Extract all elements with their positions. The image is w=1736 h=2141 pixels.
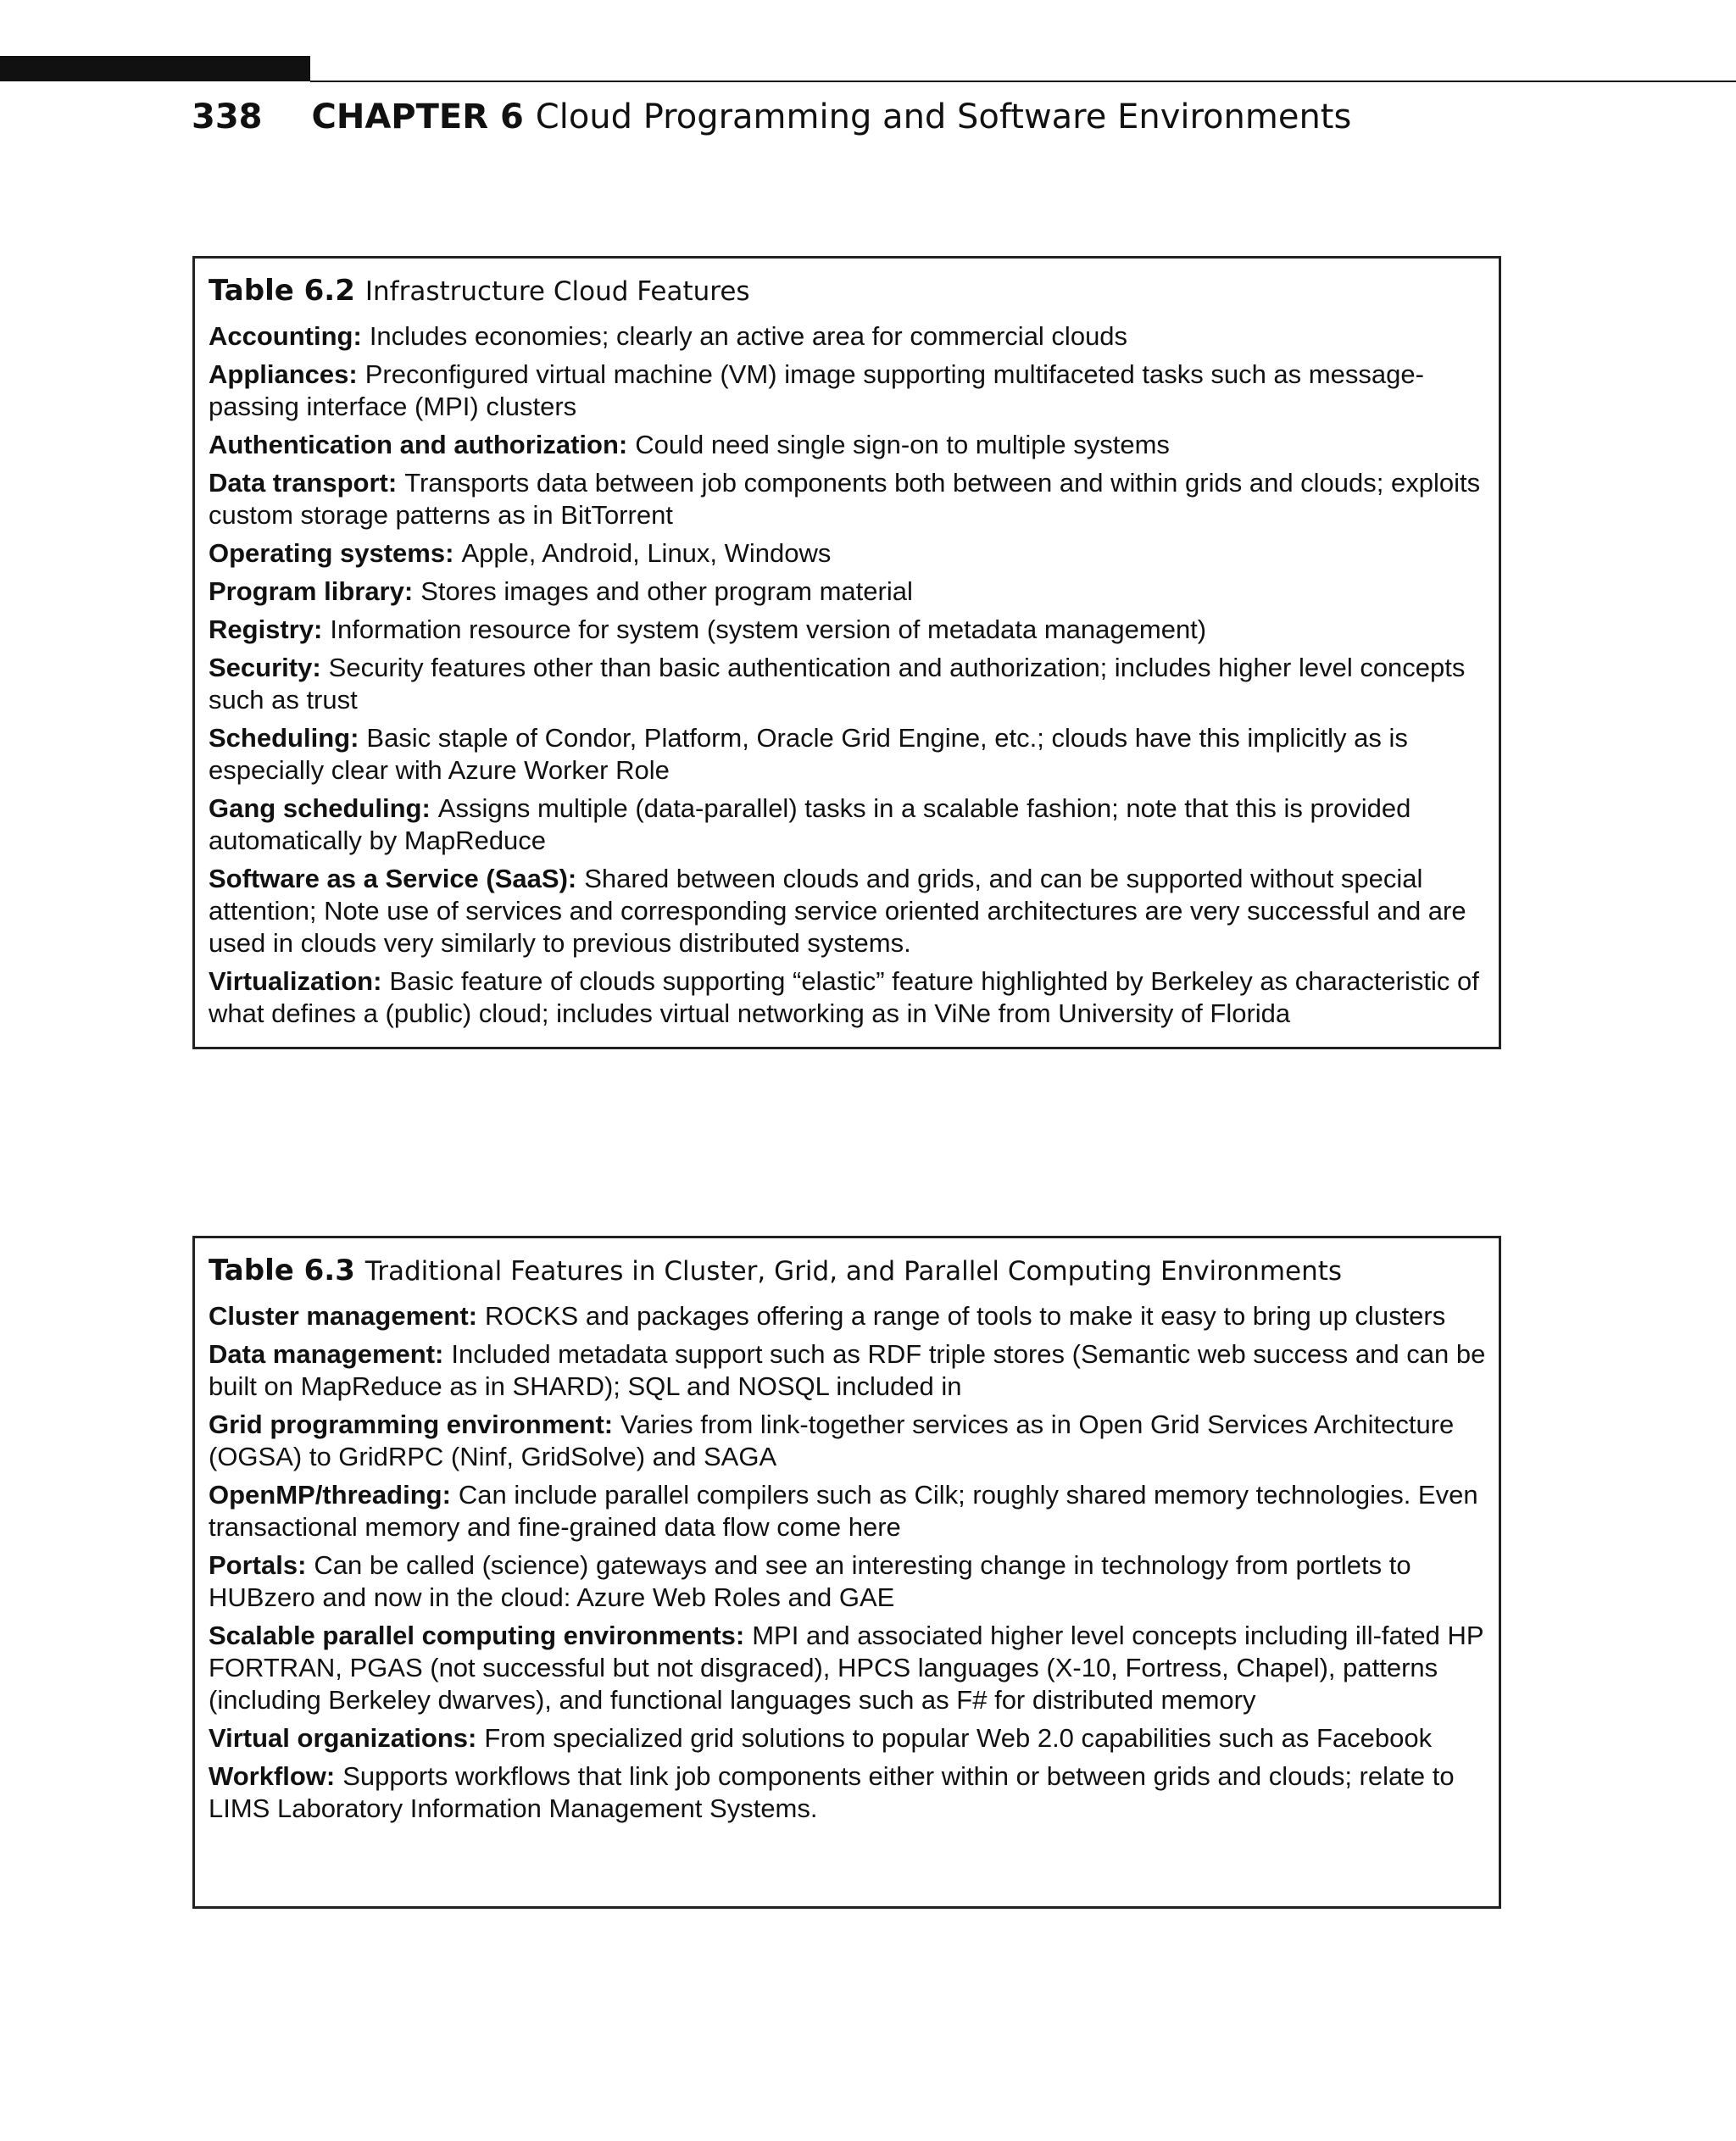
table-caption: Infrastructure Cloud Features	[364, 276, 750, 307]
table-entry	[209, 1549, 1487, 1614]
table-entry	[209, 1620, 1487, 1716]
table-6-3	[192, 1236, 1501, 1909]
entry-text: Could need single sign-on to multiple systems	[635, 430, 1170, 459]
entry-term: Registry:	[209, 614, 323, 644]
table-number: Table 6.3	[209, 1254, 355, 1287]
entry-text: Information resource for system (system version of metadata management)	[330, 614, 1207, 644]
entry-text: Varies from link-together services as in Open Grid Services Architecture (OGSA) to GridRPC (Ninf, GridSolve) and SAGA	[209, 1410, 1455, 1471]
entry-term: Operating systems:	[209, 538, 454, 568]
entry-text: Can include parallel compilers such as Cilk; roughly shared memory technologies. Even transactional memory and fine-grained data flow come here	[209, 1480, 1478, 1542]
entry-term: Scalable parallel computing environments:	[209, 1621, 745, 1650]
table-entry	[209, 863, 1487, 959]
entry-term: Portals:	[209, 1550, 307, 1580]
entry-term: Authentication and authorization:	[209, 430, 628, 459]
entry-term: Data transport:	[209, 468, 398, 498]
entry-text: Shared between clouds and grids, and can be supported without special attention; Note use of services and corresponding service oriented architectures are very successful and are used in clouds very similarly to previous distributed systems.	[209, 864, 1466, 958]
table-6-2	[192, 256, 1501, 1049]
entry-text: Preconfigured virtual machine (VM) image supporting multifaceted tasks such as message-passing interface (MPI) clusters	[209, 359, 1424, 421]
entry-term: Program library:	[209, 576, 414, 606]
table-entry	[209, 652, 1487, 716]
table-entry	[209, 722, 1487, 787]
header-rule	[310, 81, 1736, 82]
entry-text: Assigns multiple (data-parallel) tasks in a scalable fashion; note that this is provided automatically by MapReduce	[209, 793, 1411, 855]
table-caption: Traditional Features in Cluster, Grid, and Parallel Computing Environments	[364, 1256, 1343, 1287]
table-entry	[209, 537, 1487, 570]
entry-text: Basic staple of Condor, Platform, Oracle Grid Engine, etc.; clouds have this implicitly as is especially clear with Azure Worker Role	[209, 723, 1408, 785]
entry-term: Data management:	[209, 1339, 444, 1369]
table-title	[209, 1247, 1487, 1295]
table-entry	[209, 467, 1487, 531]
entry-text: Included metadata support such as RDF triple stores (Semantic web success and can be built on MapReduce as in SHARD); SQL and NOSQL included in	[209, 1339, 1486, 1401]
table-title	[209, 267, 1487, 315]
table-entry	[209, 359, 1487, 423]
table-entry	[209, 1760, 1487, 1825]
entry-term: Security:	[209, 653, 321, 682]
entry-text: MPI and associated higher level concepts including ill-fated HP FORTRAN, PGAS (not successful but not disgraced), HPCS languages (X-10, Fortress, Chapel), patterns (including Berkeley dwarves), and functional languages such as F# for distributed memory	[209, 1621, 1483, 1715]
entry-term: Workflow:	[209, 1761, 336, 1791]
entry-text: Security features other than basic authentication and authorization; includes higher level concepts such as trust	[209, 653, 1466, 715]
entry-text: Basic feature of clouds supporting “elastic” feature highlighted by Berkeley as characteristic of what defines a (public) cloud; includes virtual networking as in ViNe from University of Florida	[209, 966, 1479, 1028]
table-entry	[209, 614, 1487, 646]
entry-term: Cluster management:	[209, 1301, 477, 1331]
entry-text: ROCKS and packages offering a range of tools to make it easy to bring up clusters	[484, 1301, 1446, 1331]
table-entry	[209, 1409, 1487, 1473]
entry-term: Virtualization:	[209, 966, 382, 996]
entry-term: Appliances:	[209, 359, 358, 389]
table-entry	[209, 576, 1487, 608]
entry-text: Apple, Android, Linux, Windows	[461, 538, 832, 568]
page-number: 338	[192, 97, 263, 136]
chapter-title: Cloud Programming and Software Environments	[535, 97, 1352, 136]
entry-text: Stores images and other program material	[420, 576, 913, 606]
entry-term: Scheduling:	[209, 723, 359, 753]
entry-term: Gang scheduling:	[209, 793, 431, 823]
table-entry	[209, 320, 1487, 353]
entry-term: Virtual organizations:	[209, 1723, 477, 1753]
table-entry	[209, 1300, 1487, 1332]
table-entry	[209, 792, 1487, 857]
chapter-label: CHAPTER 6	[311, 97, 524, 136]
table-entry	[209, 1338, 1487, 1403]
entry-term: Accounting:	[209, 321, 362, 351]
entry-text: Transports data between job components both between and within grids and clouds; exploits custom storage patterns as in BitTorrent	[209, 468, 1481, 530]
entry-text: Can be called (science) gateways and see an interesting change in technology from portlets to HUBzero and now in the cloud: Azure Web Roles and GAE	[209, 1550, 1411, 1612]
entry-text: Supports workflows that link job components either within or between grids and clouds; relate to LIMS Laboratory Information Management Systems.	[209, 1761, 1455, 1823]
table-entry	[209, 965, 1487, 1030]
entry-term: Grid programming environment:	[209, 1410, 614, 1439]
entry-term: Software as a Service (SaaS):	[209, 864, 577, 893]
table-entry	[209, 1479, 1487, 1543]
table-number: Table 6.2	[209, 274, 355, 308]
table-entry	[209, 429, 1487, 461]
running-header	[192, 92, 1351, 142]
header-bar-decoration	[0, 56, 310, 81]
entry-text: From specialized grid solutions to popular Web 2.0 capabilities such as Facebook	[484, 1723, 1433, 1753]
table-entry	[209, 1722, 1487, 1755]
entry-text: Includes economies; clearly an active area for commercial clouds	[369, 321, 1128, 351]
entry-term: OpenMP/threading:	[209, 1480, 451, 1510]
